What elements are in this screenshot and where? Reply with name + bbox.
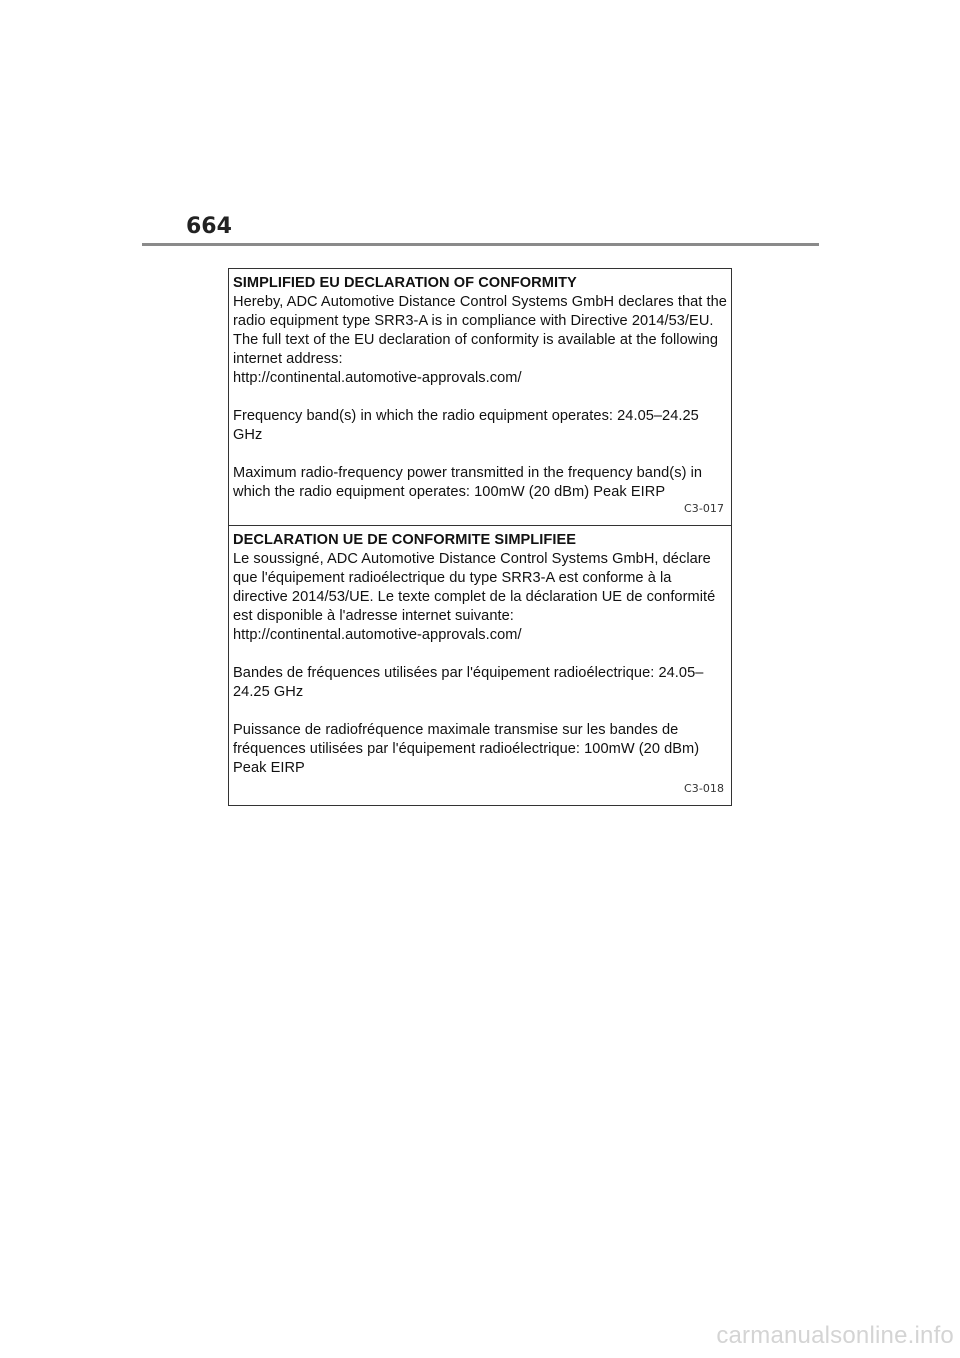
eu-declaration-section [229, 269, 731, 525]
eu-max-power-text: Maximum radio-frequency power transmitted in the frequency band(s) in which the radio equipment operates: 100mW (20 dBm) Peak EIRP [233, 465, 703, 500]
fr-declaration-title: DECLARATION UE DE CONFORMITE SIMPLIFIEE [233, 532, 577, 548]
fr-max-power-text: Puissance de radiofréquence maximale transmise sur les bandes de fréquences utilisées par l'équipement radioélectrique: 100mW (20 dBm) Peak EIRP [233, 722, 700, 776]
page-number: 664 [186, 214, 232, 239]
watermark: carmanualsonline.info [716, 1322, 954, 1349]
declaration-box [228, 268, 732, 806]
fr-declaration-code: C3-018 [684, 782, 724, 795]
eu-declaration-body: Hereby, ADC Automotive Distance Control Systems GmbH declares that the radio equipment type SRR3-A is in compliance with Directive 2014/53/EU. The full text of the EU declaration of conformity is available at the following internet address: [233, 294, 727, 367]
fr-declaration-section [229, 525, 731, 805]
header-divider [142, 243, 819, 246]
eu-frequency-band-text: Frequency band(s) in which the radio equipment operates: 24.05–24.25 GHz [233, 408, 699, 443]
fr-declaration-body: Le soussigné, ADC Automotive Distance Control Systems GmbH, déclare que l'équipement radioélectrique du type SRR3-A est conforme à la directive 2014/53/UE. Le texte complet de la déclaration UE de conformité est disponible à l'adresse internet suivante: [233, 551, 716, 624]
eu-declaration-code: C3-017 [684, 502, 724, 515]
fr-declaration-url: http://continental.automotive-approvals.com/ [233, 627, 522, 643]
eu-declaration-title: SIMPLIFIED EU DECLARATION OF CONFORMITY [233, 275, 577, 291]
fr-frequency-band-text: Bandes de fréquences utilisées par l'équipement radioélectrique: 24.05–24.25 GHz [233, 665, 704, 700]
eu-declaration-url: http://continental.automotive-approvals.com/ [233, 370, 522, 386]
